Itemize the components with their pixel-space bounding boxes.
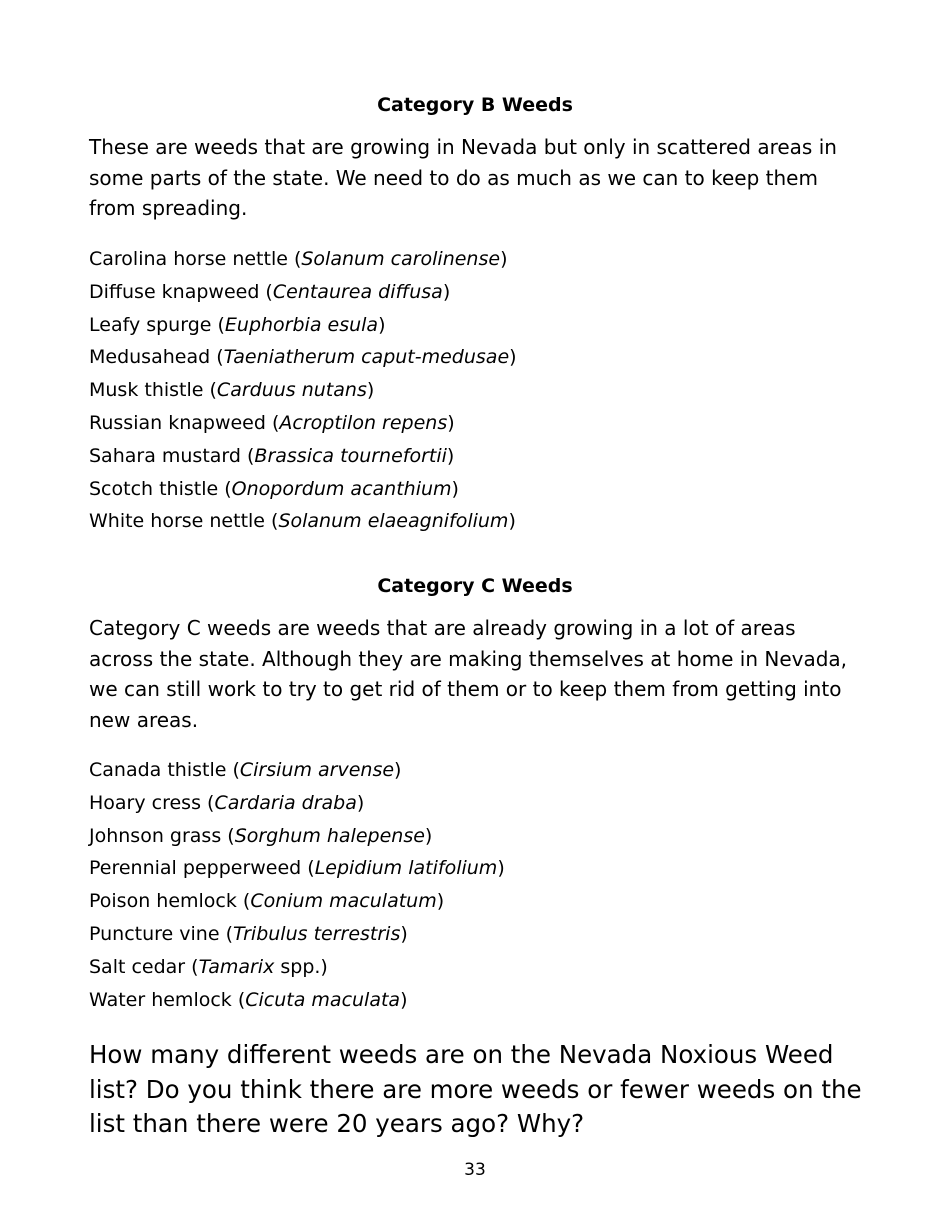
discussion-question: How many different weeds are on the Nevada Noxious Weed list? Do you think there are more weeds or fewer weeds on the list than there were 20 years ago? Why? [89,1040,862,1138]
weed-list-item: Water hemlock (Cicuta maculata) [89,988,408,1011]
weed-list-item: Scotch thistle (Onopordum acanthium) [89,477,459,500]
weed-list-item: Canada thistle (Cirsium arvense) [89,759,402,781]
category-b-heading: Category B Weeds [377,94,573,116]
weed-list-item: Puncture vine (Tribulus terrestris) [89,922,408,945]
weed-list-item: White horse nettle (Solanum elaeagnifolium) [89,510,516,533]
weed-list-item: Johnson grass (Sorghum halepense) [89,824,433,847]
weed-list-item: Salt cedar (Tamarix spp.) [89,955,328,978]
weed-list-item: Perennial pepperweed (Lepidium latifolium) [89,857,505,880]
category-b-description: These are weeds that are growing in Nevada but only in scattered areas in some parts of the state. We need to do as much as we can to keep them from spreading. [89,135,837,220]
weed-list-item: Russian knapweed (Acroptilon repens) [89,411,455,434]
page-number: 33 [464,1160,486,1180]
weed-list-item: Hoary cress (Cardaria draba) [89,791,365,814]
category-c-heading: Category C Weeds [377,575,573,597]
category-c-weed-list [89,757,864,1019]
weed-list-item: Medusahead (Taeniatherum caput-medusae) [89,346,517,369]
weed-list-item: Poison hemlock (Conium maculatum) [89,890,445,913]
weed-list-item: Diffuse knapweed (Centaurea diffusa) [89,280,451,303]
weed-list-item: Sahara mustard (Brassica tournefortii) [89,444,455,467]
weed-list-item: Musk thistle (Carduus nutans) [89,379,375,402]
category-c-description: Category C weeds are weeds that are already growing in a lot of areas across the state. Although they are making themselves at home in Nevada, we can still work to try to get rid of them or to keep them from getting into new areas. [89,616,848,732]
weed-list-item: Carolina horse nettle (Solanum carolinense) [89,248,508,270]
category-b-weed-list [89,246,864,541]
weed-list-item: Leafy spurge (Euphorbia esula) [89,313,386,336]
